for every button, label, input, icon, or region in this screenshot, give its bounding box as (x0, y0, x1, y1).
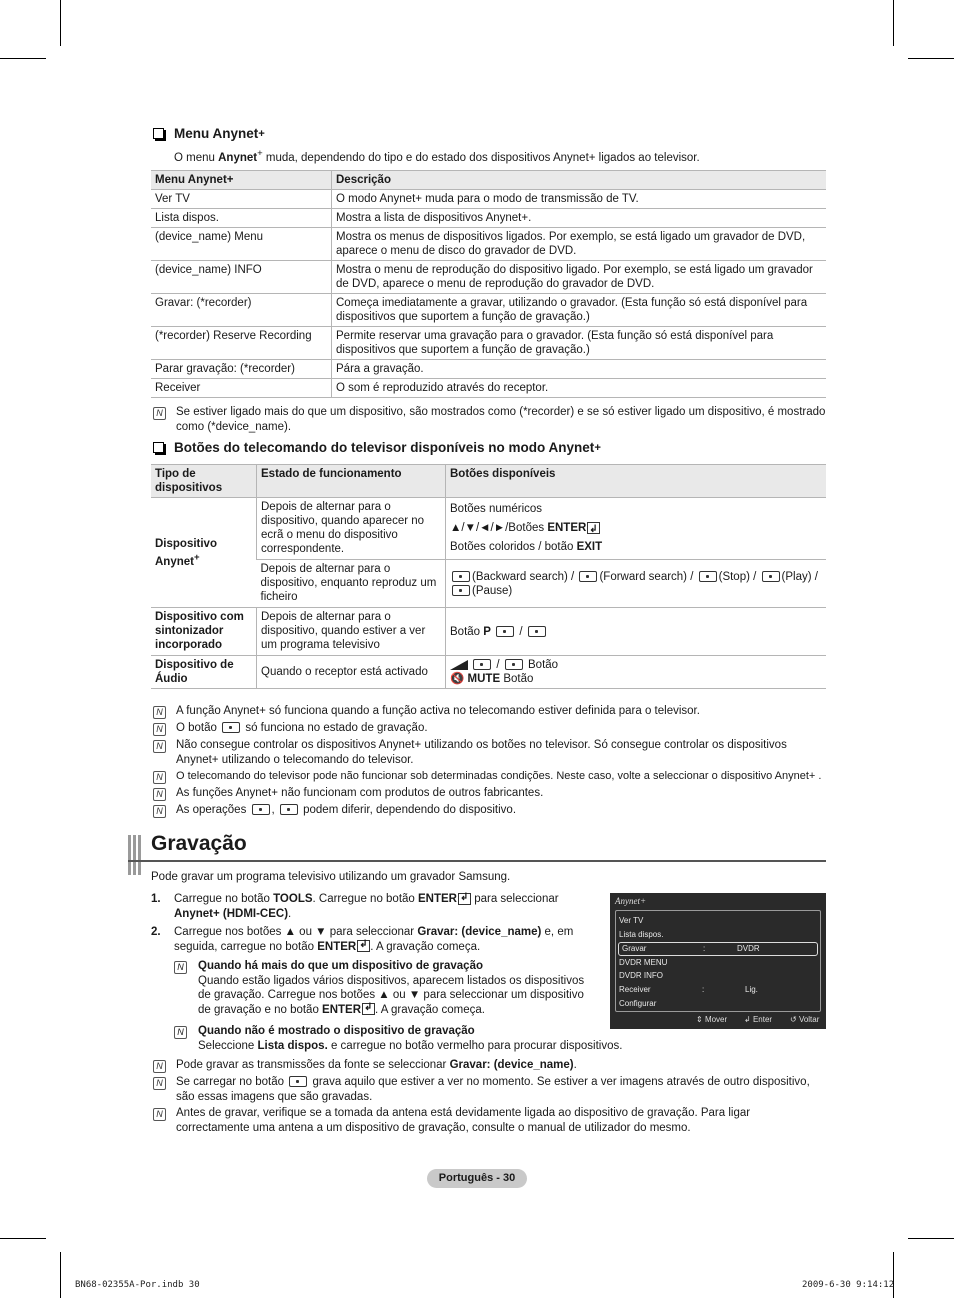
section-buttons-title: Botões do telecomando do televisor disponíveis no modo Anynet + (153, 440, 601, 455)
up-down-icon: ⇕ (696, 1015, 703, 1024)
enter-icon: ↲ (744, 1015, 751, 1024)
osd-footer-back: ↺ Voltar (790, 1015, 820, 1024)
note-icon: N (153, 1060, 166, 1073)
note-icon: N (153, 740, 166, 753)
table-header: Botões disponíveis (446, 465, 827, 498)
note: N Antes de gravar, verifique se a tomada da antena está devidamente ligada ao dispositivo de gravação. Para ligar correctamente uma antena a um dispositivo de gravação, consulte o manual de utilizador do mesmo. (153, 1106, 826, 1135)
table-row: Dispositivo com sintonizador incorporado Depois de alternar para o dispositivo, quando estiver a ver um programa televisivo Botão P / (151, 608, 826, 656)
table-header: Tipo de dispositivos (151, 465, 257, 498)
enter-icon (362, 1003, 375, 1015)
table-header: Menu Anynet+ (151, 171, 332, 190)
backward-search-icon (252, 804, 270, 815)
table-row: Lista dispos. Mostra a lista de dispositivos Anynet+. (151, 209, 826, 228)
page-number: Português - 30 (427, 1169, 527, 1188)
stop-icon (699, 571, 717, 582)
enter-icon (357, 940, 370, 952)
step-1: 1. Carregue no botão TOOLS. Carregue no botão ENTER↲ para seleccionar Anynet+ (HDMI-CEC). (151, 892, 596, 921)
table-row: Gravar: (*recorder) Começa imediatamente a gravar, utilizando o gravador. (Esta função só está disponível para dispositivos que suportem a função de gravação.) (151, 294, 826, 327)
return-icon: ↺ (790, 1015, 797, 1024)
table-row: Depois de alternar para o dispositivo, enquanto reproduz um ficheiro (Backward search) / (Forward search) / (Stop) / (Play) / (Pause) (151, 560, 826, 608)
osd-menu-item: DVDR MENU (619, 958, 668, 967)
table-header-row (151, 171, 826, 190)
play-icon (762, 571, 780, 582)
table-row: Dispositivo de Áudio Quando o receptor está activado / Botão 🔇 MUTE Botão (151, 656, 826, 689)
note-icon: N (153, 805, 166, 818)
osd-menu-item: Ver TV (619, 916, 644, 925)
table-row: Receiver O som é reproduzido através do receptor. (151, 379, 826, 398)
crop-mark (0, 58, 46, 59)
section-menu-anynet-title: Menu Anynet + (153, 126, 265, 141)
pause-icon (452, 585, 470, 596)
note-icon: N (153, 723, 166, 736)
channel-up-icon (496, 626, 514, 637)
osd-menu (615, 910, 821, 1012)
forward-search-icon (280, 804, 298, 815)
step-2: 2. Carregue nos botões ▲ ou ▼ para seleccionar Gravar: (device_name) e, em seguida, carregue no botão ENTER↲ . A gravação começa. (151, 925, 596, 954)
table-header-row (151, 465, 826, 498)
checkbox-bullet-icon (153, 128, 164, 139)
table-row: Ver TV O modo Anynet+ muda para o modo de transmissão de TV. (151, 190, 826, 209)
checkbox-bullet-icon (153, 442, 164, 453)
table-header: Estado de funcionamento (257, 465, 446, 498)
note: N As funções Anynet+ não funcionam com produtos de outros fabricantes. (153, 786, 826, 801)
crop-mark (60, 1252, 61, 1298)
note-icon: N (153, 1108, 166, 1121)
crop-mark (893, 0, 894, 46)
enter-icon (587, 522, 600, 534)
osd-menu-item: Configurar (619, 999, 657, 1008)
note: N As operações , podem diferir, dependendo do dispositivo. (153, 803, 826, 818)
table-row: (device_name) Menu Mostra os menus de dispositivos ligados. Por exemplo, se está ligado um gravador de DVD, aparece o menu de disco do gravador de DVD. (151, 228, 826, 261)
table-header: Descrição (332, 171, 827, 190)
record-icon (289, 1076, 307, 1087)
backward-search-icon (452, 571, 470, 582)
note: N A função Anynet+ só funciona quando a função activa no telecomando estiver definida para o televisor. (153, 704, 826, 719)
device-type-anynet: Dispositivo Anynet+ (151, 498, 257, 608)
record-icon (222, 722, 240, 733)
crop-mark (908, 1238, 954, 1239)
anynet-osd-screenshot (610, 893, 826, 1029)
note-icon: N (153, 706, 166, 719)
osd-menu-item-selected: Gravar : DVDR (618, 942, 818, 956)
volume-down-icon (505, 659, 523, 670)
sub-note: N Quando há mais do que um dispositivo de gravação Quando estão ligados vários dispositivos, aparecem listados os dispositivos de gravação. Carregue nos botões ▲ ou ▼ para seleccionar um dispositivo de gravação e no botão ENTER↲ . A gravação começa. (174, 959, 594, 1017)
anynet-logo: Anynet+ (615, 896, 647, 906)
title-underline (128, 860, 826, 862)
table-row: Parar gravação: (*recorder) Pára a gravação. (151, 360, 826, 379)
note-icon: N (174, 961, 187, 974)
title-decoration (128, 835, 140, 875)
crop-mark (908, 58, 954, 59)
anynet-menu-table (151, 170, 826, 398)
volume-icon (450, 660, 468, 670)
crop-mark (893, 1252, 894, 1298)
table-row: (device_name) INFO Mostra o menu de reprodução do dispositivo ligado. Por exemplo, se está ligado um gravador de DVD, aparece o menu de reprodução do gravador de DVD. (151, 261, 826, 294)
gravacao-intro: Pode gravar um programa televisivo utilizando um gravador Samsung. (151, 871, 511, 883)
volume-up-icon (473, 659, 491, 670)
crop-mark (60, 0, 61, 46)
table-row: Dispositivo Anynet+ Depois de alternar para o dispositivo, quando aparecer no ecrã o menu do dispositivo correspondente. Botões numéricos ▲/▼/◄/►/Botões ENTER↲ Botões coloridos / botão EXIT (151, 498, 826, 560)
note-icon: N (153, 407, 166, 420)
note: N O telecomando do televisor pode não funcionar sob determinadas condições. Neste caso, volte a seleccionar o dispositivo Anynet+ . (153, 769, 826, 784)
note: N Pode gravar as transmissões da fonte se seleccionar Gravar: (device_name). (153, 1058, 826, 1073)
print-date: 2009-6-30 9:14:12 (802, 1280, 895, 1290)
note-icon: N (174, 1026, 187, 1039)
note-icon: N (153, 1077, 166, 1090)
file-info: BN68-02355A-Por.indb 30 (75, 1280, 200, 1290)
osd-footer-enter: ↲ Enter (744, 1015, 773, 1024)
sub-note: N Quando não é mostrado o dispositivo de gravação Seleccione Lista dispos. e carregue no botão vermelho para procurar dispositivos. (174, 1024, 654, 1053)
enter-icon (458, 893, 471, 905)
channel-down-icon (528, 626, 546, 637)
note: N Não consegue controlar os dispositivos Anynet+ utilizando os botões no televisor. Só consegue controlar os dispositivos Anynet+ utilizando o telecomando do televisor. (153, 738, 826, 767)
crop-mark (0, 1238, 46, 1239)
note: N Se estiver ligado mais do que um dispositivo, são mostrados como (*recorder) e se só estiver ligado um dispositivo, é mostrado como (*device_name). (153, 405, 826, 434)
remote-buttons-table (151, 464, 826, 689)
mute-icon: 🔇 (450, 673, 465, 685)
table-row: (*recorder) Reserve Recording Permite reservar uma gravação para o gravador. (Esta função só está disponível para dispositivos que suportem a função de gravação.) (151, 327, 826, 360)
note-icon: N (153, 771, 166, 784)
osd-menu-item: DVDR INFO (619, 971, 663, 980)
note: N O botão só funciona no estado de gravação. (153, 721, 826, 736)
section-menu-anynet-intro: O menu Anynet+ muda, dependendo do tipo e do estado dos dispositivos Anynet+ ligados ao televisor. (174, 148, 700, 164)
note-icon: N (153, 788, 166, 801)
osd-footer-move: ⇕ Mover (696, 1015, 728, 1024)
page-title: Gravação (151, 832, 247, 855)
forward-search-icon (579, 571, 597, 582)
osd-menu-item: Receiver : Lig. (619, 985, 758, 994)
note: N Se carregar no botão grava aquilo que estiver a ver no momento. Se estiver a ver imagens através de outro dispositivo, são essas imagens que são gravadas. (153, 1075, 826, 1104)
osd-menu-item: Lista dispos. (619, 930, 664, 939)
